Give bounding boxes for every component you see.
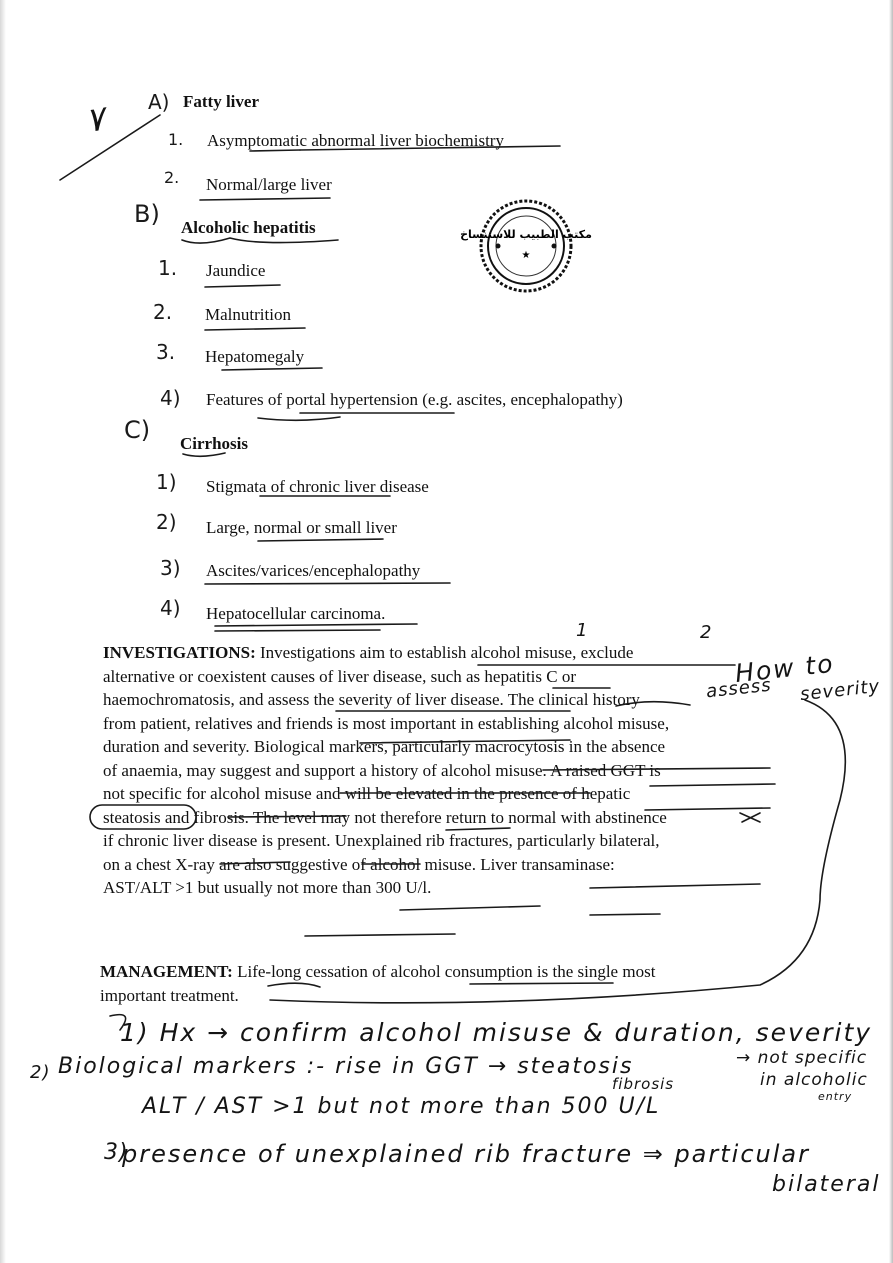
cirrhosis-item-4: Hepatocellular carcinoma.	[206, 604, 386, 623]
handwritten-number: 1	[576, 620, 589, 641]
handwritten-note-2b: ALT / AST >1 but not more than 500 U/L	[142, 1094, 661, 1119]
item-number: 2.	[164, 168, 180, 187]
heading-fatty-liver: Fatty liver	[183, 92, 259, 111]
handwritten-severity: severity	[799, 675, 882, 706]
library-stamp	[460, 198, 592, 294]
fatty-item-1: Asymptomatic abnormal liver biochemistry	[207, 131, 504, 150]
handwritten-bilateral: bilateral	[772, 1172, 881, 1197]
paragraph-line: on a chest X-ray are also suggestive of alcohol misuse. Liver transaminase:	[103, 854, 615, 874]
section-marker-a: A)	[148, 90, 170, 114]
stamp-seal-icon	[460, 198, 592, 294]
investigations-paragraph	[103, 641, 669, 900]
hepatitis-item-1: Jaundice	[206, 261, 266, 280]
handwritten-note-2: Biological markers :- rise in GGT → steatosis	[58, 1054, 634, 1079]
cirrhosis-item-2: Large, normal or small liver	[206, 518, 397, 537]
section-marker-b: B)	[134, 200, 160, 228]
handwritten-note-2-number: 2)	[30, 1062, 51, 1083]
investigations-heading: INVESTIGATIONS:	[103, 643, 256, 662]
handwritten-entry: entry	[818, 1090, 853, 1103]
cirrhosis-item-1: Stigmata of chronic liver disease	[206, 477, 429, 496]
item-number: 4)	[160, 386, 181, 410]
item-number: 1.	[158, 256, 178, 280]
item-number: 2)	[156, 510, 177, 534]
item-number: 1)	[156, 470, 177, 494]
paragraph-line: if chronic liver disease is present. Unexplained rib fractures, particularly bilateral,	[103, 831, 660, 850]
paragraph-line: AST/ALT >1 but usually not more than 300 U/l.	[103, 878, 432, 897]
item-number: 1.	[168, 130, 184, 149]
stamp-text: مكتب الطبيب للاستنساخ	[460, 228, 592, 241]
handwritten-number: 2	[700, 622, 713, 643]
heading-cirrhosis: Cirrhosis	[180, 434, 248, 453]
heading-alcoholic-hepatitis: Alcoholic hepatitis	[181, 218, 316, 237]
margin-slash	[60, 115, 160, 180]
paragraph-line: haemochromatosis, and assess the severity of liver disease. The clinical history	[103, 690, 640, 709]
paragraph-line: from patient, relatives and friends is most important in establishing alcohol misuse,	[103, 713, 670, 733]
item-number: 2.	[153, 300, 173, 324]
hepatitis-item-4: Features of portal hypertension (e.g. ascites, encephalopathy)	[206, 390, 623, 409]
paragraph-line: alternative or coexistent causes of liver disease, such as hepatitis C or	[103, 666, 577, 686]
hepatitis-item-3: Hepatomegaly	[205, 347, 305, 366]
item-number: 3)	[160, 556, 181, 580]
paragraph-line: duration and severity. Biological markers, particularly macrocytosis in the absence	[103, 737, 666, 756]
handwritten-note-3-number: 3)	[104, 1140, 129, 1165]
handwritten-note-3: presence of unexplained rib fracture ⇒ particular	[122, 1140, 810, 1168]
paragraph-line: INVESTIGATIONS: Investigations aim to establish alcohol misuse, exclude	[103, 643, 634, 662]
item-number: 3.	[156, 340, 176, 364]
handwritten-how-to: How to	[733, 648, 836, 689]
svg-text:★: ★	[521, 250, 531, 261]
paragraph-line: MANAGEMENT: Life-long cessation of alcohol consumption is the single most	[100, 962, 656, 981]
fatty-item-2: Normal/large liver	[206, 175, 332, 194]
handwritten-in-alcoholic: in alcoholic	[760, 1070, 868, 1090]
cirrhosis-item-3: Ascites/varices/encephalopathy	[206, 561, 421, 580]
section-marker-c: C)	[124, 416, 151, 444]
hepatitis-item-2: Malnutrition	[205, 305, 291, 324]
handwritten-assess: assess	[705, 674, 773, 703]
handwritten-note-1: 1) Hx → confirm alcohol misuse & duration, severity	[120, 1018, 873, 1047]
scan-right-edge	[889, 0, 893, 1263]
scan-left-edge	[0, 0, 6, 1263]
paragraph-line: steatosis and fibrosis. The level may not therefore return to normal with abstinence	[103, 807, 667, 827]
paragraph-line: of anaemia, may suggest and support a history of alcohol misuse. A raised GGT is	[103, 760, 661, 780]
handwritten-fibrosis: fibrosis	[612, 1075, 675, 1093]
management-heading: MANAGEMENT:	[100, 962, 233, 981]
margin-numeral: ٧	[82, 98, 108, 142]
management-paragraph	[100, 960, 655, 1007]
handwritten-not-specific: → not specific	[736, 1048, 868, 1068]
paragraph-line: important treatment.	[100, 985, 239, 1005]
paragraph-line: not specific for alcohol misuse and will be elevated in the presence of hepatic	[103, 784, 631, 803]
item-number: 4)	[160, 596, 181, 620]
